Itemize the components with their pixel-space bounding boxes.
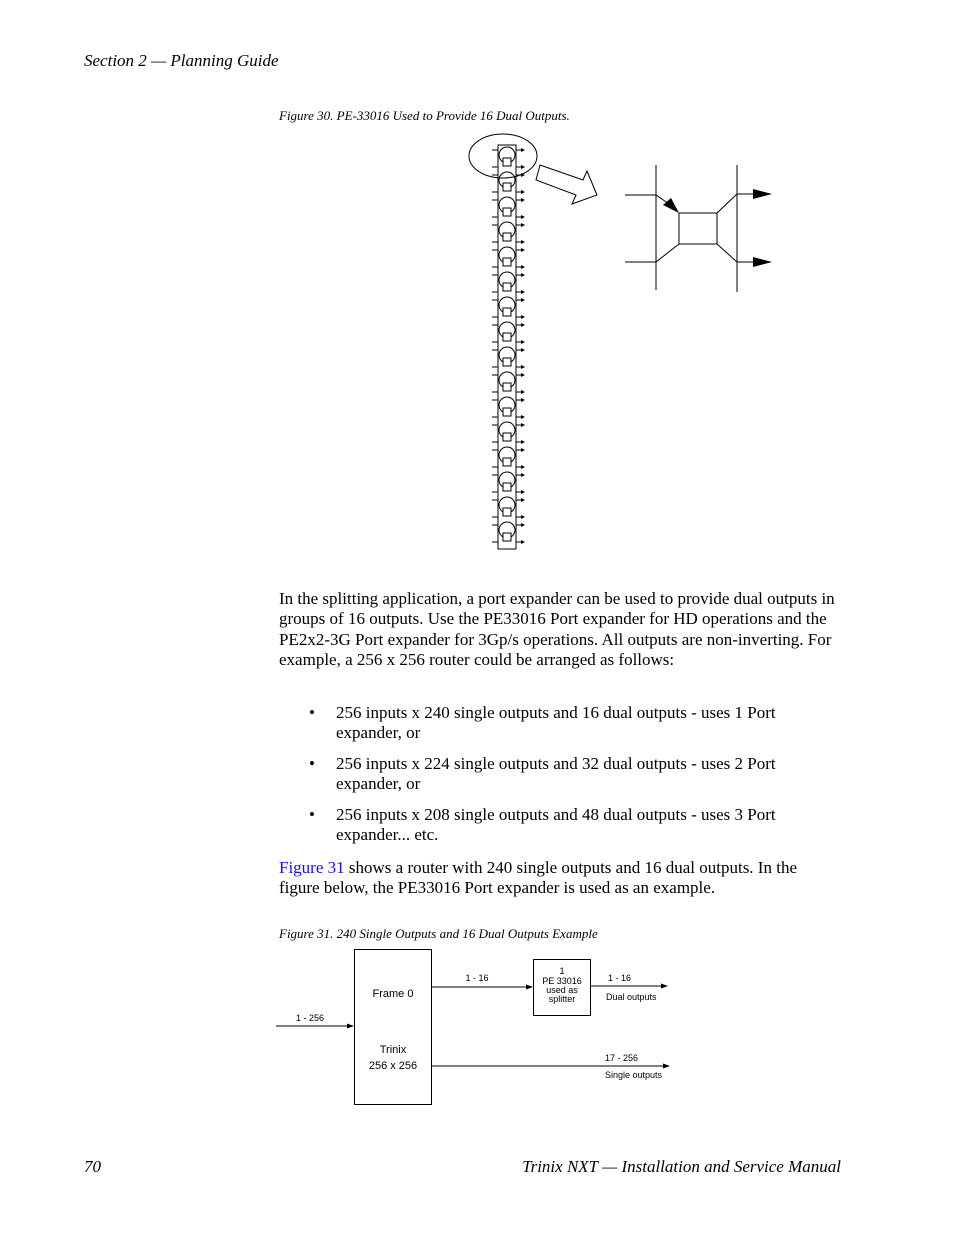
bullet-text: 256 inputs x 208 single outputs and 48 dual outputs - uses 3 Port expander... etc. [336,805,776,845]
figure-31-link[interactable]: Figure 31 [279,858,345,877]
output-arrow [521,448,525,452]
frame-label: Frame 0 [372,988,414,1000]
bullet-symbol: • [309,754,315,773]
splitter-cell [503,433,511,441]
output-arrow [521,148,525,152]
output-arrow [521,323,525,327]
splitter-cell [503,483,511,491]
dual-range-label: 1 - 16 [608,973,632,983]
manual-title: Trinix NXT — Installation and Service Manual [522,1157,841,1176]
single-range-label: 17 - 256 [605,1053,639,1063]
output-arrow [521,273,525,277]
splitter-cell [503,383,511,391]
output-arrow [521,340,525,344]
output-arrow [521,398,525,402]
bullet-text: 256 inputs x 240 single outputs and 16 dual outputs - uses 1 Port expander, or [336,703,776,743]
bullet-item [309,703,839,744]
output-arrow [521,473,525,477]
splitter-cell [503,308,511,316]
output-arrow [521,190,525,194]
output-arrow [521,198,525,202]
bullet-item [309,805,839,846]
output-arrow [521,290,525,294]
figure-30-diagram [460,130,790,555]
splitter-cell [503,158,511,166]
splitter-cell [503,283,511,291]
port-expander-chain [492,145,525,549]
output-arrow [521,390,525,394]
pe-input-range-label: 1 - 16 [465,973,489,983]
output-arrow [521,240,525,244]
output-arrow [521,298,525,302]
splitter-cell [503,208,511,216]
output-arrow [521,423,525,427]
figure-31-diagram [270,944,680,1112]
bullet-item [309,754,839,795]
body-paragraph-figure-ref [279,858,839,899]
bullet-symbol: • [309,805,315,824]
output-arrow [521,523,525,527]
router-name: Trinix [379,1044,407,1056]
input-range-label: 1 - 256 [295,1013,325,1023]
splitter-detail [625,165,772,292]
splitter-cell [503,333,511,341]
output-arrow [521,315,525,319]
output-arrow [521,223,525,227]
page-number: 70 [84,1157,101,1176]
output-arrow [521,465,525,469]
output-arrow [521,490,525,494]
pe-label-line: splitter [548,994,576,1004]
bullet-symbol: • [309,703,315,722]
section-header: Section 2 — Planning Guide [84,51,279,70]
output-arrow [521,215,525,219]
output-arrow [521,348,525,352]
splitter-cell [503,358,511,366]
dual-outputs-label: Dual outputs [606,992,657,1002]
zoom-arrow [536,165,597,204]
body-paragraph: In the splitting application, a port expander can be used to provide dual outputs in groups of 16 outputs. Use the PE33016 Port expander for HD operations and the PE2x2-3G Port expander for 3Gp/s operations. All outputs are non-inverting. For example, a 256 x 256 router could be arranged as follows: [279,589,835,670]
splitter-cell [503,533,511,541]
splitter-cell [503,258,511,266]
figure-31-caption: Figure 31. 240 Single Outputs and 16 Dual Outputs Example [279,926,598,941]
splitter-cell [503,458,511,466]
paragraph-text: shows a router with 240 single outputs and 16 dual outputs. In the figure below, the PE33016 Port expander is used as an example. [279,858,797,898]
pe-label-line: used as [546,985,578,995]
single-outputs-label: Single outputs [605,1070,663,1080]
bullet-text: 256 inputs x 224 single outputs and 32 dual outputs - uses 2 Port expander, or [336,754,776,794]
splitter-cell [503,408,511,416]
output-arrow [521,165,525,169]
splitter-cell [503,508,511,516]
figure-30-caption: Figure 30. PE-33016 Used to Provide 16 Dual Outputs. [279,108,570,123]
pe-label-line: PE 33016 [542,976,582,986]
splitter-cell [503,183,511,191]
pe-label-line: 1 [559,966,565,976]
router-size: 256 x 256 [368,1060,418,1072]
splitter-cell [503,233,511,241]
router-frame-box [355,950,432,1105]
output-arrow [521,373,525,377]
splitter-box [679,213,717,244]
output-arrow [521,498,525,502]
output-arrow [521,515,525,519]
output-arrow [521,248,525,252]
output-arrow [521,265,525,269]
output-arrow [521,365,525,369]
output-arrow [521,415,525,419]
output-arrow [521,540,525,544]
output-arrow [521,440,525,444]
